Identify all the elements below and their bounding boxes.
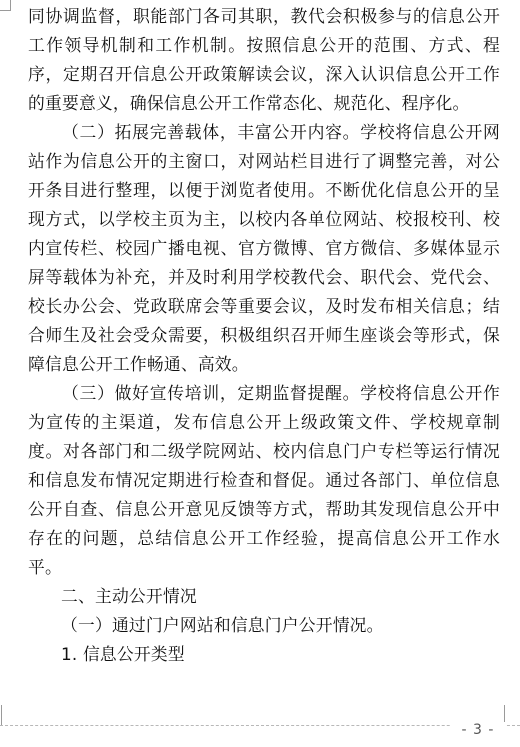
paragraph-leadership-mechanism: 同协调监督，职能部门各司其职，教代会积极参与的信息公开工作领导机制和工作机制。按照信息公开的范围、方式、程序，定期召开信息公开政策解读会议，深入认识信息公开工作的重要意义，确保信息公开工作常态化、规范化、程序化。	[28, 6, 500, 113]
footer-divider	[0, 725, 520, 726]
crop-mark-bottom-left	[1, 705, 2, 725]
section-heading-active-disclosure: 二、主动公开情况	[61, 586, 197, 606]
subsection-heading-portal-disclosure: （一）通过门户网站和信息门户公开情况。	[61, 615, 384, 635]
item-heading-disclosure-types: 1. 信息公开类型	[61, 644, 185, 664]
paragraph-publicity-training: （三）做好宣传培训，定期监督提醒。学校将信息公开作为宣传的主渠道，发布信息公开上级政策文件、学校规章制度。对各部门和二级学院网站、校内信息门户专栏等运行情况和信息发布情况定期进行检查和督促。通过各部门、单位信息公开自查、信息公开意见反馈等方式，帮助其发现信息公开中存在的问题，总结信息公开工作经验，提高信息公开工作水平。	[28, 383, 500, 577]
page-number: - 3 -	[450, 722, 506, 738]
paragraph-expand-carriers: （二）拓展完善载体，丰富公开内容。学校将信息公开网站作为信息公开的主窗口，对网站栏目进行了调整完善，对公开条目进行整理，以便于浏览者使用。不断优化信息公开的呈现方式，以学校主页为主，以校内各单位网站、校报校刊、校内宣传栏、校园广播电视、官方微博、官方微信、多媒体显示屏等载体为补充，并及时利用学校教代会、职代会、党代会、校长办公会、党政联席会等重要会议，及时发布相关信息；结合师生及社会受众需要，积极组织召开师生座谈会等形式，保障信息公开工作畅通、高效。	[28, 122, 500, 374]
body-text	[28, 2, 500, 669]
crop-mark-top-left	[0, 0, 11, 11]
